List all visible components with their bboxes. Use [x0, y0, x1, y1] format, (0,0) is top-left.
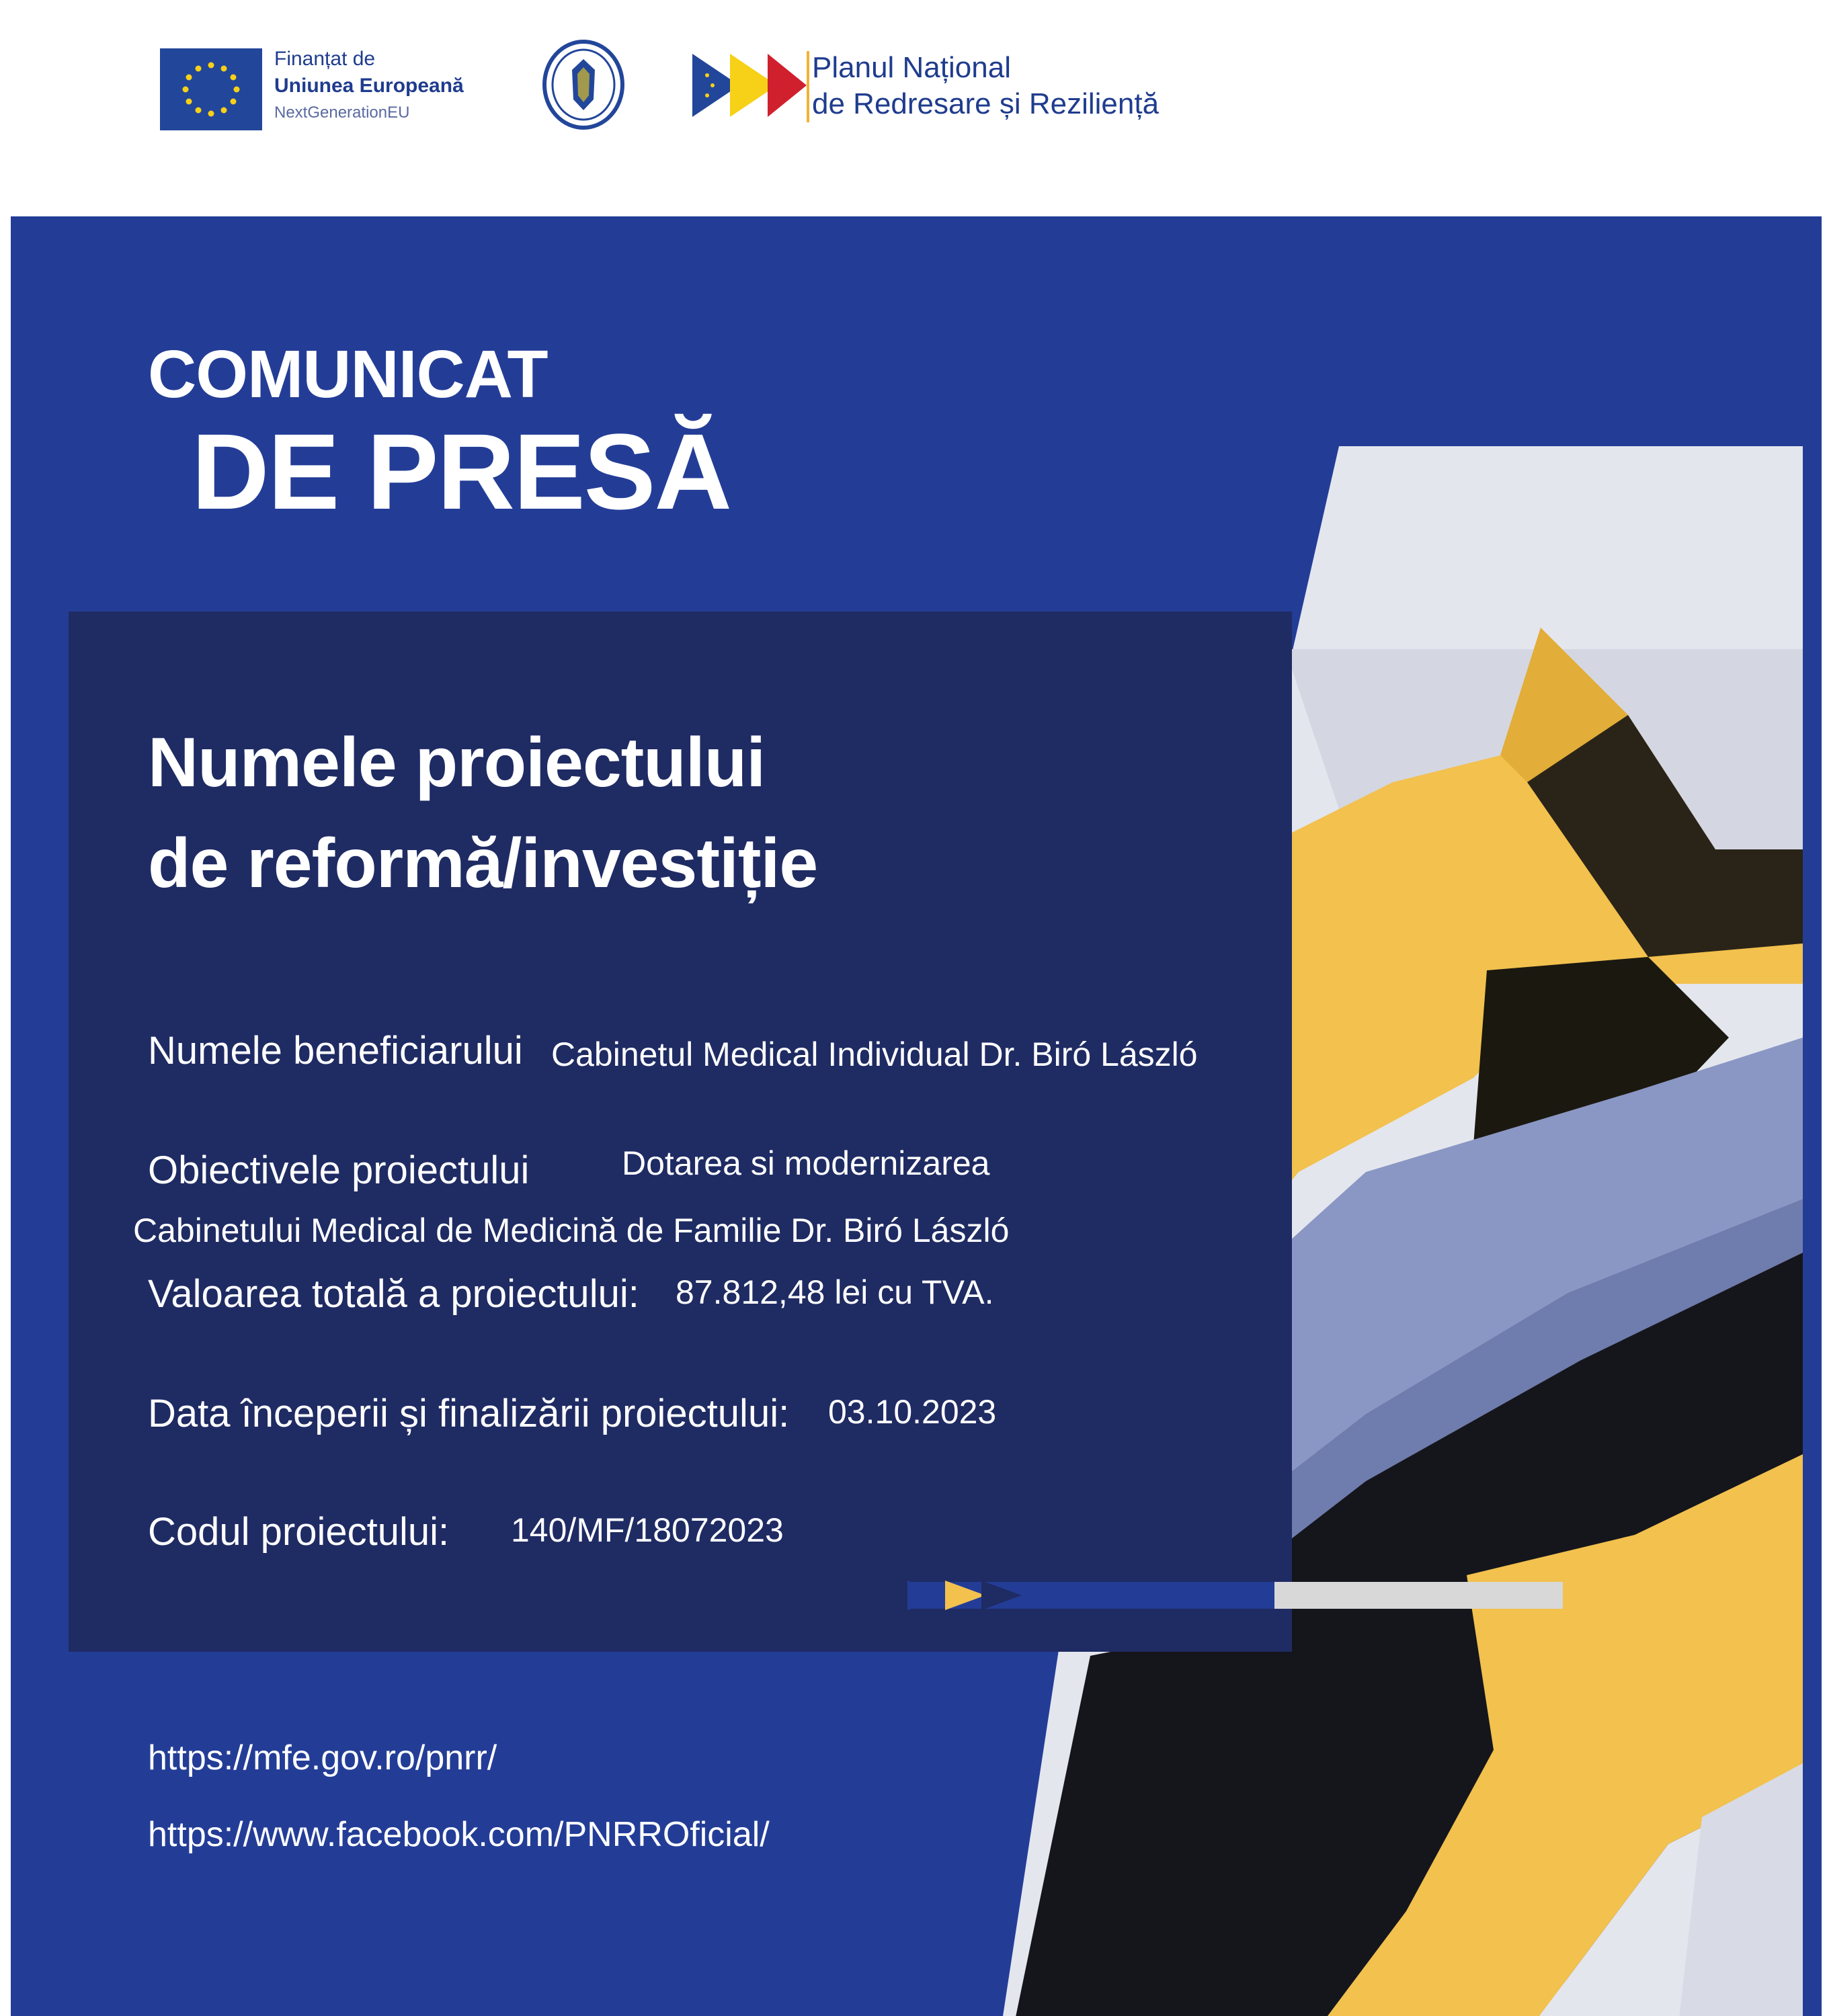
total-value: 87.812,48 lei cu TVA.: [676, 1273, 994, 1311]
pnrr-divider: [807, 51, 809, 122]
project-name-line2: de reformă/investiție: [148, 825, 818, 902]
title-comunicat: COMUNICAT: [148, 337, 548, 412]
code-label: Codul proiectului:: [148, 1510, 450, 1554]
project-name-line1: Numele proiectului: [148, 724, 766, 802]
pnrr-title: [812, 50, 1159, 122]
progress-bar: [907, 1577, 1563, 1611]
objectives-value-line1: Dotarea si modernizarea: [622, 1144, 990, 1182]
eu-text-line1: Finanțat de: [274, 48, 376, 70]
eu-text-line3: NextGenerationEU: [274, 103, 410, 122]
title-de-presa: DE PRESĂ: [192, 411, 731, 532]
pnrr-title-line2: de Redresare și Reziliență: [812, 87, 1160, 120]
eu-flag-icon: [160, 48, 262, 130]
dates-value: 03.10.2023: [828, 1393, 997, 1431]
beneficiary-label: Numele beneficiarului: [148, 1029, 523, 1073]
logo-header: [0, 0, 1829, 216]
total-value-label: Valoarea totală a proiectului:: [148, 1272, 639, 1316]
objectives-label: Obiectivele proiectului: [148, 1148, 530, 1192]
objectives-value-line2: Cabinetului Medical de Medicină de Familie Dr. Biró László: [133, 1212, 1010, 1249]
pnrr-arrows-icon: [692, 48, 807, 122]
romanian-government-seal-icon: [541, 38, 626, 132]
dates-label: Data începerii și finalizării proiectului:: [148, 1392, 790, 1435]
eu-funding-text: [274, 46, 464, 126]
pnrr-title-line1: Planul Național: [812, 51, 1011, 84]
beneficiary-value: Cabinetul Medical Individual Dr. Biró László: [551, 1036, 1198, 1073]
project-name-heading: [148, 712, 817, 914]
progress-arrows-icon: [907, 1577, 1042, 1614]
website-link[interactable]: https://mfe.gov.ro/pnrr/: [148, 1738, 497, 1777]
code-value: 140/MF/18072023: [511, 1511, 784, 1549]
facebook-link[interactable]: https://www.facebook.com/PNRROficial/: [148, 1815, 770, 1854]
eu-text-line2: Uniunea Europeană: [274, 75, 464, 97]
